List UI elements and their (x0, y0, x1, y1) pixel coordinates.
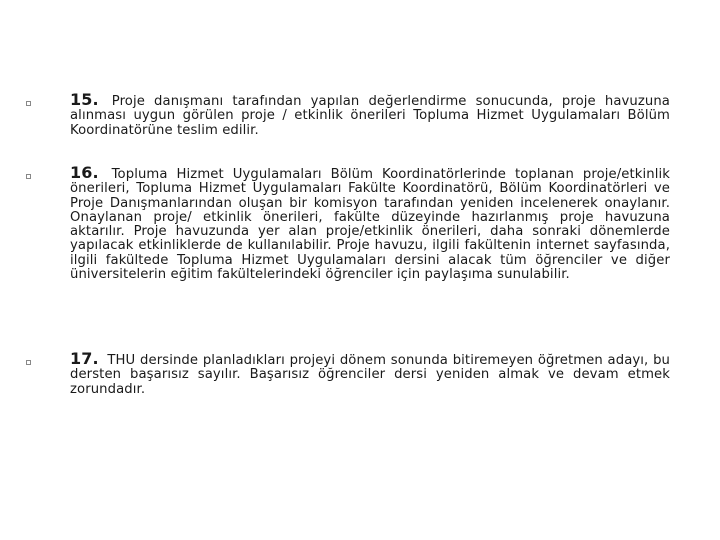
bullet-square-icon (26, 360, 31, 365)
item-number: 15. (70, 90, 99, 109)
item-number: 17. (70, 349, 99, 368)
bullet-square-icon (26, 101, 31, 106)
item-text: Topluma Hizmet Uygulamaları Bölüm Koordinatörlerinde toplanan proje/etkinlik önerileri, Topluma Hizmet Uygulamaları Fakülte Koordinatörü, Bölüm Koordinatörleri ve Proje Danışmanlarından oluşan bir komisyon tarafından yeniden incelenerek onaylanır. Onaylanan proje/ etkinlik önerileri, fakülte düzeyinde hazırlanmış proje havuzuna aktarılır. Proje havuzunda yer alan proje/etkinlik önerileri, daha sonraki dönemlerde yapılacak etkinliklerde de kullanılabilir. Proje havuzu, ilgili fakültenin internet sayfasında, ilgili fakültede Topluma Hizmet Uygulamaları dersini alacak tüm öğrenciler ve diğer üniversitelerin eğitim fakültelerindeki öğrenciler için paylaşıma sunulabilir. (70, 167, 670, 283)
item-text: THU dersinde planladıkları projeyi dönem sonunda bitiremeyen öğretmen adayı, bu dersten başarısız sayılır. Başarısız öğrenciler dersi yeniden almak ve devam etmek zorundadır. (70, 353, 670, 397)
item-text: Proje danışmanı tarafından yapılan değerlendirme sonucunda, proje havuzuna alınması uygun görülen proje / etkinlik önerileri Topluma Hizmet Uygulamaları Bölüm Koordinatörüne teslim edilir. (70, 94, 670, 138)
item-number: 16. (70, 163, 99, 182)
list-item (70, 349, 670, 397)
list-item (70, 163, 670, 283)
bullet-square-icon (26, 174, 31, 179)
list-item (70, 90, 670, 138)
